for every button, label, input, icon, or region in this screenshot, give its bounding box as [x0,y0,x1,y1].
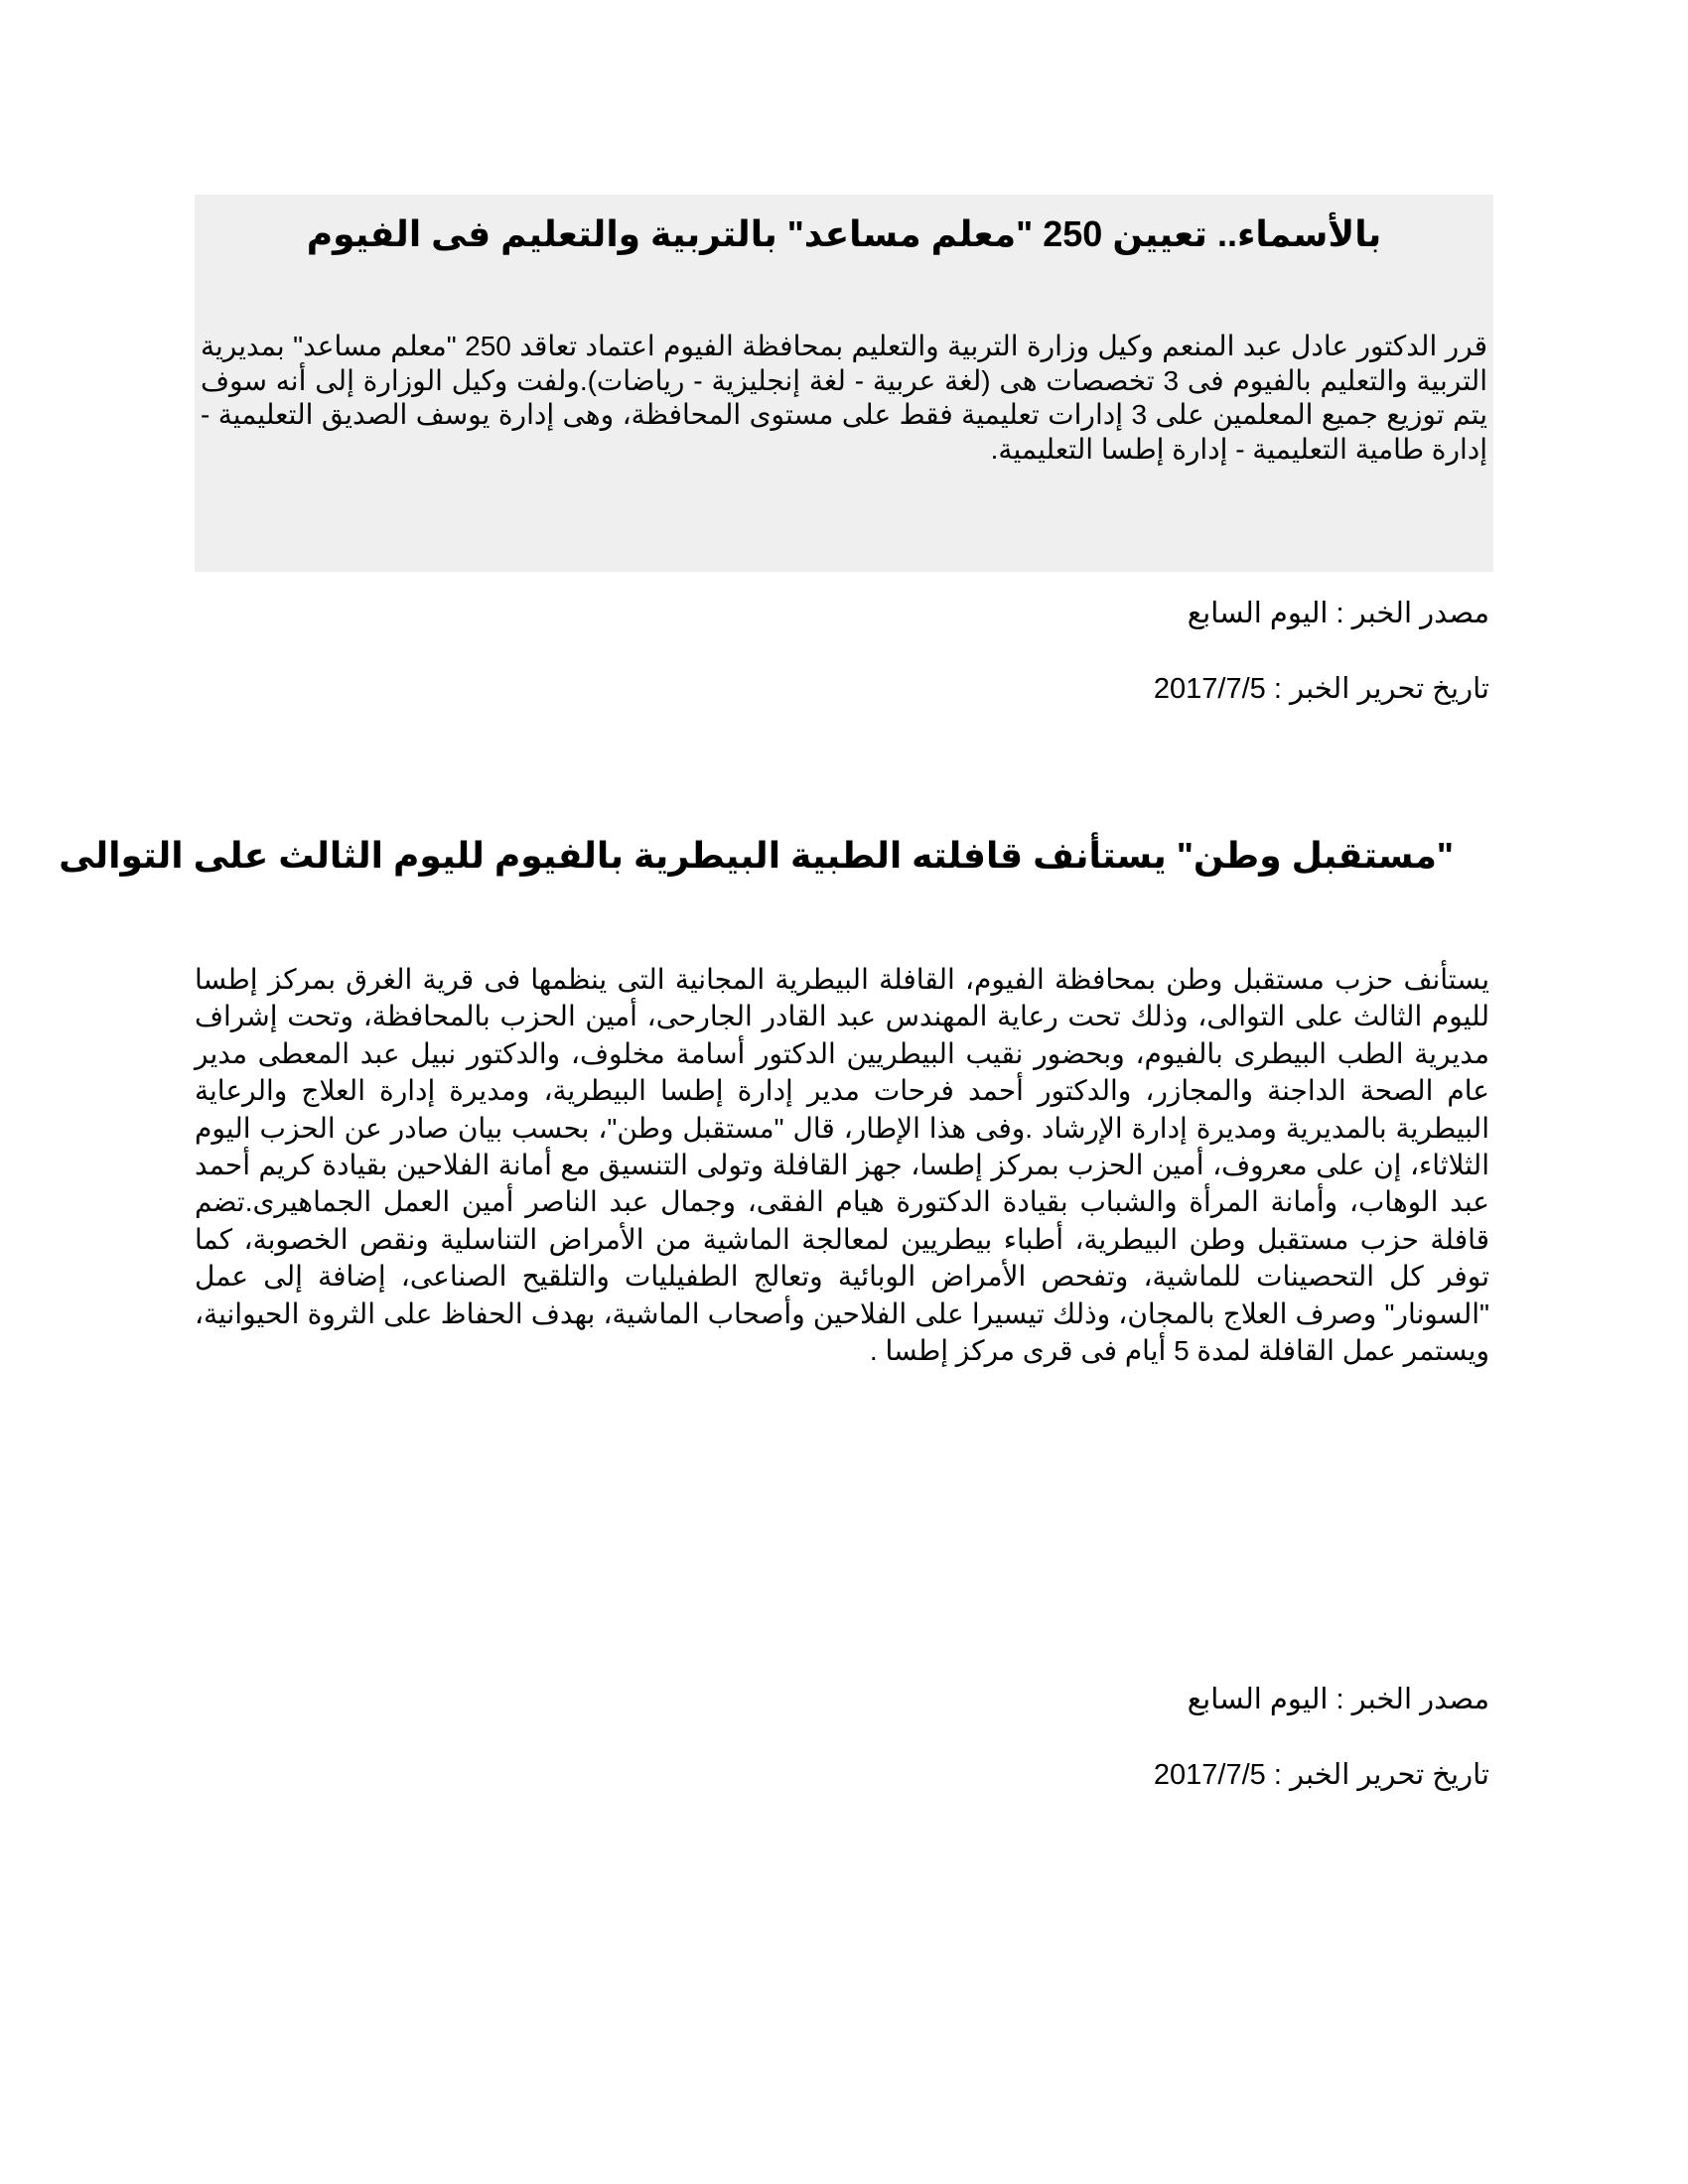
article-1-source: مصدر الخبر : اليوم السابع [1187,598,1489,629]
article-2-source: مصدر الخبر : اليوم السابع [1187,1684,1489,1715]
article-1-date: تاريخ تحرير الخبر : 2017/7/5 [1153,673,1489,705]
article-2-body: يستأنف حزب مستقبل وطن بمحافظة الفيوم، القافلة البيطرية المجانية التى ينظمها فى قرية الغرق بمركز إطسا لليوم الثالث على التوالى، وذلك تحت رعاية المهندس عبد القادر الجارحى، أمين الحزب بالمحافظة، وتحت إشراف مديرية الطب البيطرى بالفيوم، وبحضور نقيب البيطريين الدكتور أسامة مخلوف، والدكتور نبيل عبد المعطى مدير عام الصحة الداجنة والمجازر، والدكتور أحمد فرحات مدير إدارة إطسا البيطرية، ومديرة إدارة العلاج والرعاية البيطرية بالمديرية ومديرة إدارة الإرشاد .وفى هذا الإطار، قال "مستقبل وطن"، بحسب بيان صادر عن الحزب اليوم الثلاثاء، إن على معروف، أمين الحزب بمركز إطسا، جهز القافلة وتولى التنسيق مع أمانة الفلاحين بقيادة كريم أحمد عبد الوهاب، وأمانة المرأة والشباب بقيادة الدكتورة هيام الفقى، وجمال عبد الناصر أمين العمل الجماهيرى.تضم قافلة حزب مستقبل وطن البيطرية، أطباء بيطريين لمعالجة الماشية من الأمراض التناسلية ونقص الخصوبة، كما توفر كل التحصينات للماشية، وتفحص الأمراض الوبائية وتعالج الطفيليات والتلقيح الصناعى، إضافة إلى عمل "السونار" وصرف العلاج بالمجان، وذلك تيسيرا على الفلاحين وأصحاب الماشية، بهدف الحفاظ على الثروة الحيوانية، ويستمر عمل القافلة لمدة 5 أيام فى قرى مركز إطسا . [195,964,1489,1367]
article-2-title: "مستقبل وطن" يستأنف قافلته الطبية البيطرية بالفيوم لليوم الثالث على التوالى [59,835,1454,876]
article-2-date: تاريخ تحرير الخبر : 2017/7/5 [1153,1759,1489,1791]
article-1-box [195,195,1493,572]
article-1-body: قرر الدكتور عادل عبد المنعم وكيل وزارة التربية والتعليم بمحافظة الفيوم اعتماد تعاقد 250 "معلم مساعد" بمديرية التربية والتعليم بالفيوم فى 3 تخصصات هى (لغة عربية - لغة إنجليزية - رياضات).ولفت وكيل الوزارة إلى أنه سوف يتم توزيع جميع المعلمين على 3 إدارات تعليمية فقط على مستوى المحافظة، وهى إدارة يوسف الصديق التعليمية - إدارة طامية التعليمية - إدارة إطسا التعليمية. [201,331,1487,465]
article-1-title: بالأسماء.. تعيين 250 "معلم مساعد" بالتربية والتعليم فى الفيوم [306,213,1382,254]
